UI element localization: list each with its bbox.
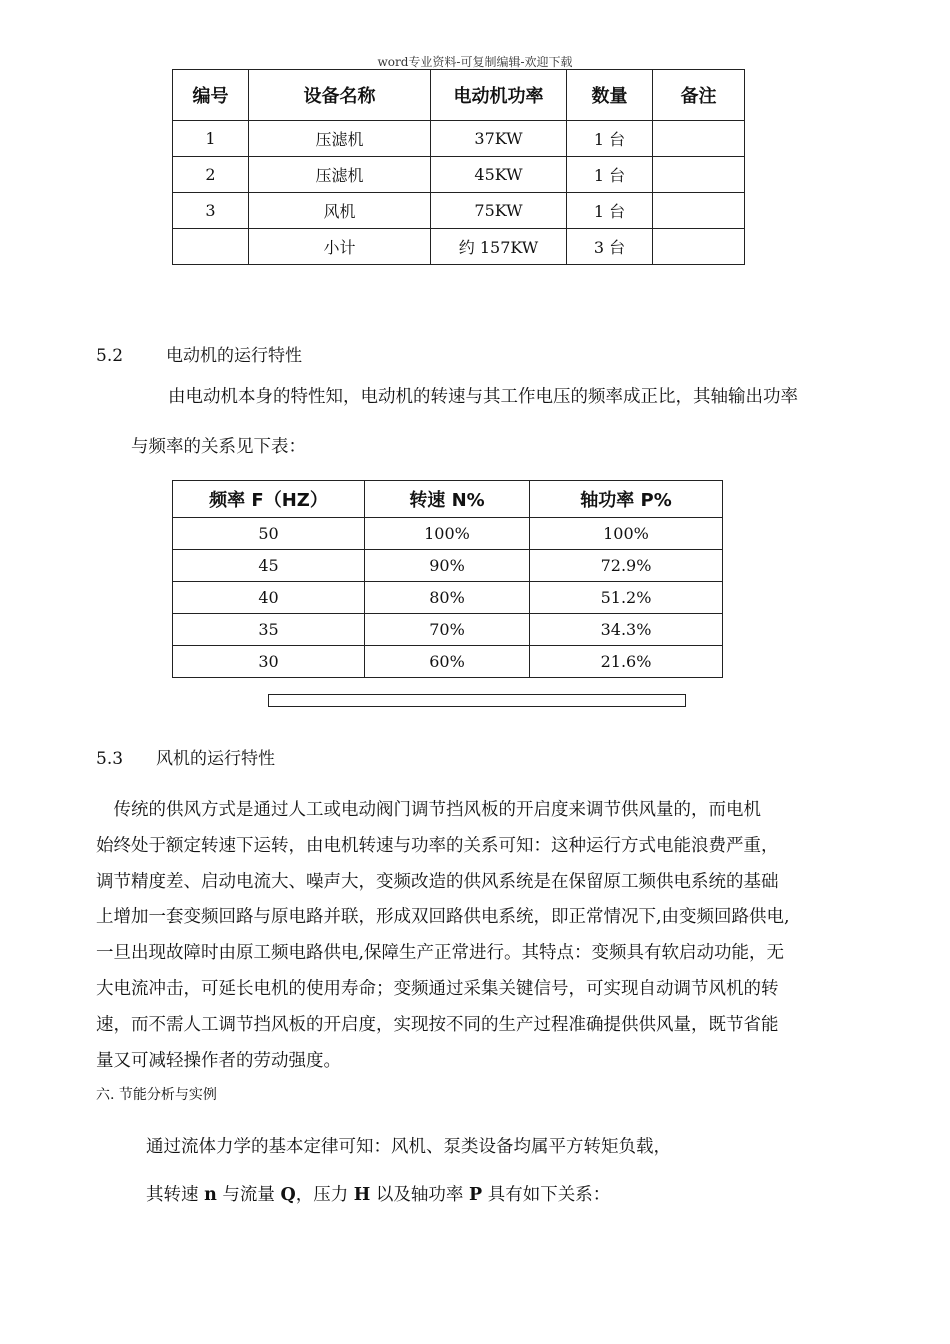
table-cell: 2	[173, 157, 249, 193]
paragraph-line: 上增加一套变频回路与原电路并联，形成双回路供电系统，即正常情况下,由变频回路供电,	[96, 907, 790, 928]
header-cell: 设备名称	[249, 70, 431, 121]
table-row	[173, 646, 723, 678]
table-cell: 100%	[530, 518, 723, 550]
symbol-h: H	[353, 1185, 371, 1205]
table-cell: 1 台	[567, 193, 653, 229]
table-cell: 压滤机	[249, 121, 431, 157]
table-cell: 45	[173, 550, 365, 582]
paragraph-line: 速，而不需人工调节挡风板的开启度，实现按不同的生产过程准确提供供风量，既节省能	[96, 1014, 779, 1035]
text-run: 其转速	[146, 1185, 205, 1205]
paragraph-line: 大电流冲击，可延长电机的使用寿命；变频通过采集关键信号，可实现自动调节风机的转	[96, 978, 779, 999]
table-cell: 60%	[365, 646, 530, 678]
table-row	[173, 518, 723, 550]
table-cell: 90%	[365, 550, 530, 582]
empty-box	[268, 694, 686, 707]
section-title: 电动机的运行特性	[166, 346, 302, 366]
table-cell: 小计	[249, 229, 431, 265]
table-cell: 37KW	[431, 121, 567, 157]
paragraph-line: 量又可减轻操作者的劳动强度。	[96, 1050, 341, 1071]
table-row	[173, 157, 745, 193]
table-cell: 3 台	[567, 229, 653, 265]
section-title: 风机的运行特性	[156, 749, 275, 769]
table-cell: 100%	[365, 518, 530, 550]
paragraph-line: 一旦出现故障时由原工频电路供电,保障生产正常进行。其特点：变频具有软启动功能，无	[96, 943, 785, 964]
table-cell: 40	[173, 582, 365, 614]
table-cell: 30	[173, 646, 365, 678]
section-number: 5.2	[96, 346, 124, 366]
section-6-line-1: 通过流体力学的基本定律可知：风机、泵类设备均属平方转矩负载，	[146, 1137, 671, 1157]
table-header-row	[173, 70, 745, 121]
table-cell: 34.3%	[530, 614, 723, 646]
section-52-line-2: 与频率的关系见下表：	[131, 437, 306, 457]
section-53-paragraph	[96, 793, 854, 1079]
paragraph-line: 始终处于额定转速下运转，由电机转速与功率的关系可知：这种运行方式电能浪费严重，	[96, 835, 779, 856]
header-cell: 电动机功率	[431, 70, 567, 121]
table-row	[173, 550, 723, 582]
table-cell: 21.6%	[530, 646, 723, 678]
table-cell: 3	[173, 193, 249, 229]
table-cell: 约 157KW	[431, 229, 567, 265]
table-header-row	[173, 481, 723, 518]
header-cell: 轴功率 P%	[530, 481, 723, 518]
text-run: 以及轴功率	[370, 1185, 469, 1205]
table-cell: 50	[173, 518, 365, 550]
table-cell: 1	[173, 121, 249, 157]
table-cell	[173, 229, 249, 265]
table-cell: 风机	[249, 193, 431, 229]
table-cell	[653, 121, 745, 157]
header-cell: 频率 F（HZ）	[173, 481, 365, 518]
symbol-p: P	[468, 1185, 483, 1205]
table-cell: 压滤机	[249, 157, 431, 193]
header-cell: 转速 N%	[365, 481, 530, 518]
table-cell: 1 台	[567, 157, 653, 193]
table-cell: 72.9%	[530, 550, 723, 582]
frequency-table	[172, 480, 723, 678]
table-cell: 80%	[365, 582, 530, 614]
text-run: 与流量	[216, 1185, 281, 1205]
section-6-heading: 六. 节能分析与实例	[96, 1087, 217, 1103]
paragraph-line: 传统的供风方式是通过人工或电动阀门调节挡风板的开启度来调节供风量的，而电机	[96, 800, 761, 820]
header-cell: 编号	[173, 70, 249, 121]
table-cell	[653, 193, 745, 229]
table-row	[173, 193, 745, 229]
table-row	[173, 614, 723, 646]
table-cell: 51.2%	[530, 582, 723, 614]
table-cell	[653, 157, 745, 193]
table-row	[173, 582, 723, 614]
section-52-heading	[96, 345, 302, 367]
symbol-q: Q	[280, 1185, 296, 1205]
table-cell: 45KW	[431, 157, 567, 193]
table-cell: 1 台	[567, 121, 653, 157]
section-6-line-2	[146, 1184, 610, 1206]
table-cell	[653, 229, 745, 265]
section-number: 5.3	[96, 749, 124, 769]
text-run: 具有如下关系：	[482, 1185, 611, 1205]
symbol-n: n	[204, 1185, 217, 1205]
equipment-table	[172, 69, 745, 265]
table-row	[173, 121, 745, 157]
table-cell: 75KW	[431, 193, 567, 229]
header-cell: 备注	[653, 70, 745, 121]
watermark-header: word专业资料-可复制编辑-欢迎下载	[377, 55, 573, 69]
header-cell: 数量	[567, 70, 653, 121]
section-52-line-1: 由电动机本身的特性知，电动机的转速与其工作电压的频率成正比，其轴输出功率	[168, 387, 798, 407]
table-row-subtotal	[173, 229, 745, 265]
paragraph-line: 调节精度差、启动电流大、噪声大，变频改造的供风系统是在保留原工频供电系统的基础	[96, 871, 779, 892]
text-run: ，压力	[295, 1185, 354, 1205]
table-cell: 70%	[365, 614, 530, 646]
table-cell: 35	[173, 614, 365, 646]
section-53-heading	[96, 748, 275, 770]
